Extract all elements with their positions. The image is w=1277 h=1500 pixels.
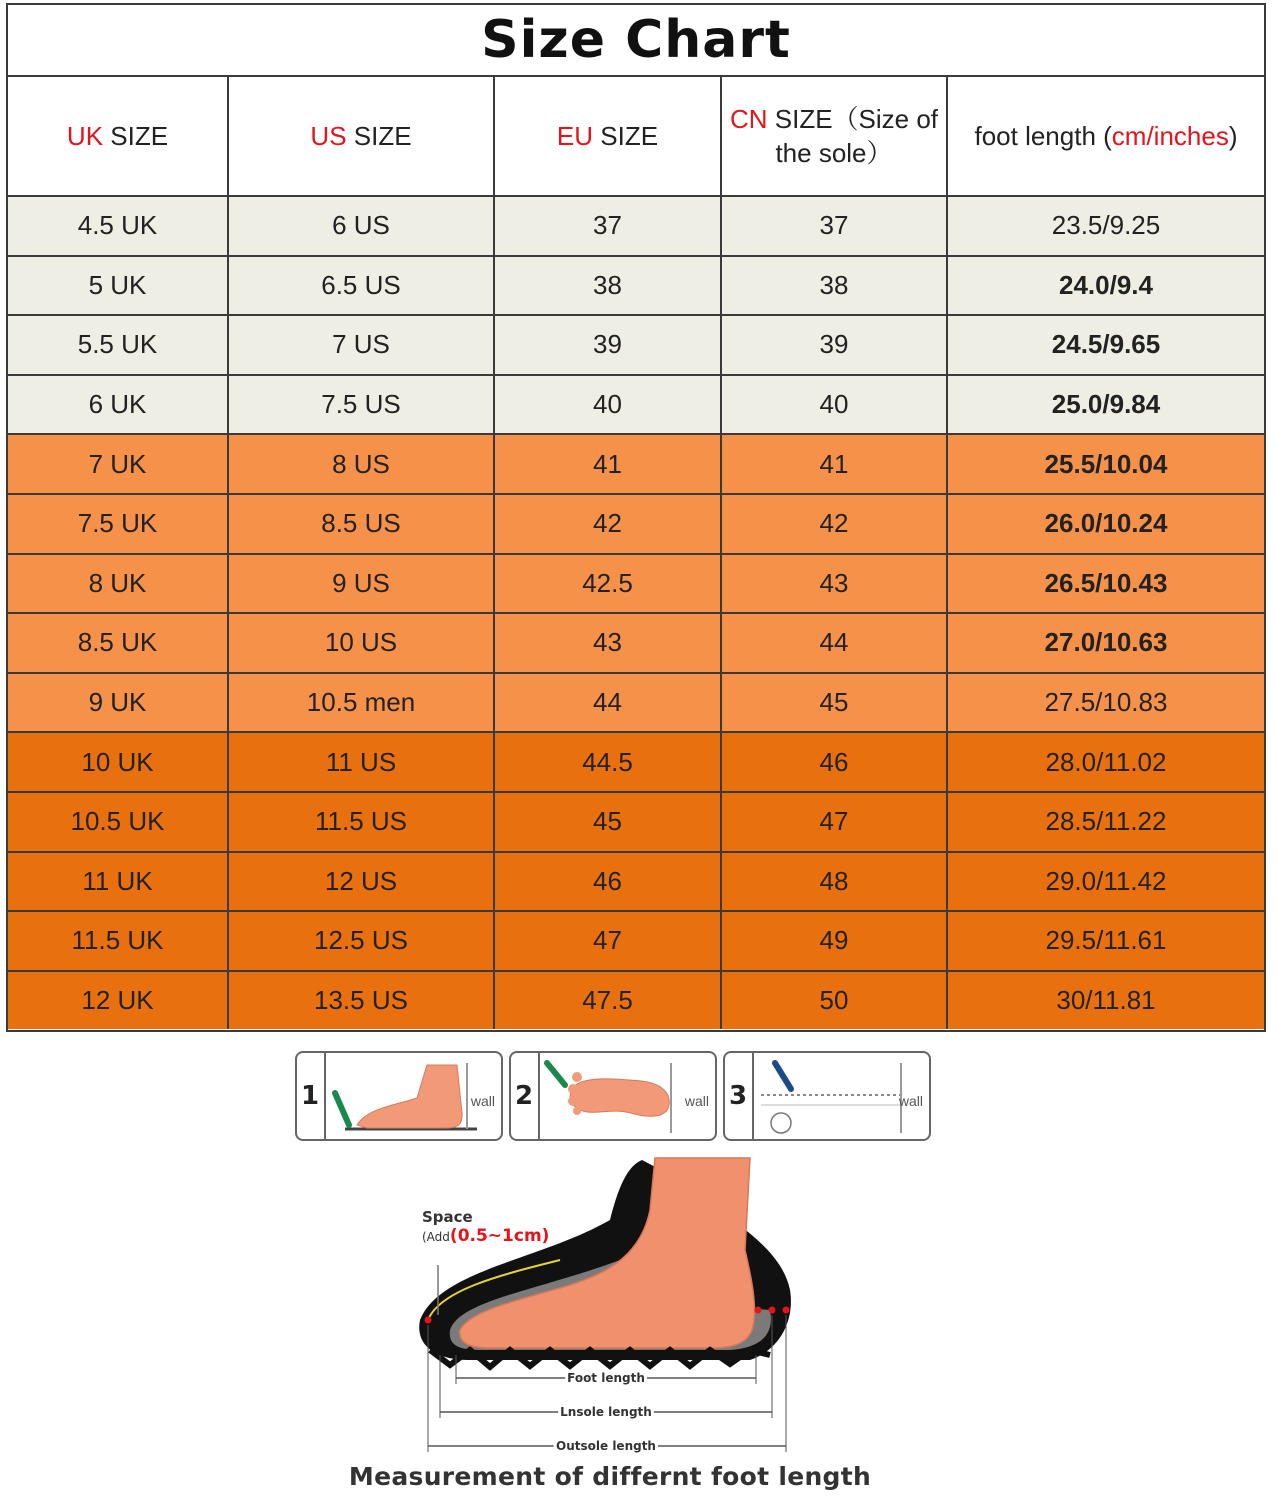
cell-eu: 44 — [494, 673, 721, 733]
step-number: 3 — [729, 1081, 748, 1111]
cell-foot: 27.5/10.83 — [947, 673, 1264, 733]
chart-title: Size Chart — [481, 10, 791, 70]
add-label: (Add(0.5~1cm) — [422, 1226, 550, 1246]
cell-cn: 45 — [721, 673, 947, 733]
cell-uk: 6 UK — [8, 375, 228, 435]
table-row — [8, 673, 1264, 733]
cell-eu: 42 — [494, 494, 721, 554]
cell-uk: 8.5 UK — [8, 613, 228, 673]
cell-uk: 4.5 UK — [8, 196, 228, 256]
cell-uk: 11 UK — [8, 852, 228, 912]
cell-foot: 26.5/10.43 — [947, 554, 1264, 614]
cell-cn: 43 — [721, 554, 947, 614]
table-row — [8, 554, 1264, 614]
cell-eu: 47.5 — [494, 971, 721, 1030]
cell-us: 12.5 US — [228, 911, 494, 971]
table-row — [8, 434, 1264, 494]
cell-us: 13.5 US — [228, 971, 494, 1030]
cell-eu: 41 — [494, 434, 721, 494]
header-uk-size: UK SIZE — [8, 77, 228, 196]
cell-us: 7.5 US — [228, 375, 494, 435]
insole-length-label: Lnsole length — [560, 1405, 652, 1419]
wall-label: wall — [898, 1093, 923, 1109]
cell-eu: 46 — [494, 852, 721, 912]
cell-cn: 38 — [721, 256, 947, 316]
cell-cn: 49 — [721, 911, 947, 971]
cell-cn: 40 — [721, 375, 947, 435]
cell-us: 8 US — [228, 434, 494, 494]
cell-us: 10.5 men — [228, 673, 494, 733]
cell-cn: 47 — [721, 792, 947, 852]
space-label: Space — [422, 1208, 473, 1226]
wall-label: wall — [684, 1093, 709, 1109]
cell-foot: 25.5/10.04 — [947, 434, 1264, 494]
foot-length-label: Foot length — [567, 1371, 645, 1385]
table-row — [8, 911, 1264, 971]
cell-foot: 26.0/10.24 — [947, 494, 1264, 554]
cell-us: 10 US — [228, 613, 494, 673]
title-row — [8, 5, 1264, 77]
step-3-panel — [723, 1051, 931, 1141]
step-1-panel — [295, 1051, 503, 1141]
cell-uk: 9 UK — [8, 673, 228, 733]
cell-uk: 10 UK — [8, 732, 228, 792]
measurement-caption: Measurement of differnt foot length — [348, 1462, 872, 1491]
cell-us: 12 US — [228, 852, 494, 912]
cell-uk: 8 UK — [8, 554, 228, 614]
cell-eu: 39 — [494, 315, 721, 375]
step-2-panel — [509, 1051, 717, 1141]
cell-us: 9 US — [228, 554, 494, 614]
table-row — [8, 792, 1264, 852]
cell-us: 11 US — [228, 732, 494, 792]
header-row — [8, 77, 1264, 196]
cell-eu: 42.5 — [494, 554, 721, 614]
header-us-size: US SIZE — [228, 77, 494, 196]
cell-eu: 45 — [494, 792, 721, 852]
cell-us: 6 US — [228, 196, 494, 256]
cell-us: 8.5 US — [228, 494, 494, 554]
header-foot-length: foot length (cm/inches) — [947, 77, 1264, 196]
cell-us: 11.5 US — [228, 792, 494, 852]
cell-uk: 12 UK — [8, 971, 228, 1030]
table-row — [8, 613, 1264, 673]
cell-eu: 43 — [494, 613, 721, 673]
cell-uk: 5.5 UK — [8, 315, 228, 375]
cell-foot: 30/11.81 — [947, 971, 1264, 1030]
cell-cn: 50 — [721, 971, 947, 1030]
cell-foot: 27.0/10.63 — [947, 613, 1264, 673]
cell-uk: 11.5 UK — [8, 911, 228, 971]
step-number: 1 — [301, 1081, 320, 1111]
size-chart — [6, 3, 1266, 1032]
table-row — [8, 971, 1264, 1030]
cell-foot: 24.0/9.4 — [947, 256, 1264, 316]
cell-us: 6.5 US — [228, 256, 494, 316]
measurement-steps — [295, 1051, 935, 1145]
cell-foot: 23.5/9.25 — [947, 196, 1264, 256]
table-row — [8, 375, 1264, 435]
cell-cn: 48 — [721, 852, 947, 912]
size-table — [8, 77, 1264, 1029]
cell-uk: 5 UK — [8, 256, 228, 316]
cell-eu: 37 — [494, 196, 721, 256]
outsole-length-label: Outsole length — [556, 1439, 656, 1453]
header-cn-size: CN SIZE（Size of the sole） — [721, 77, 947, 196]
cell-cn: 39 — [721, 315, 947, 375]
header-eu-size: EU SIZE — [494, 77, 721, 196]
cell-cn: 46 — [721, 732, 947, 792]
table-row — [8, 196, 1264, 256]
cell-eu: 40 — [494, 375, 721, 435]
cell-foot: 25.0/9.84 — [947, 375, 1264, 435]
cell-cn: 41 — [721, 434, 947, 494]
table-row — [8, 852, 1264, 912]
cell-eu: 47 — [494, 911, 721, 971]
cell-foot: 29.0/11.42 — [947, 852, 1264, 912]
cell-uk: 7 UK — [8, 434, 228, 494]
cell-uk: 10.5 UK — [8, 792, 228, 852]
table-row — [8, 732, 1264, 792]
table-row — [8, 256, 1264, 316]
cell-eu: 38 — [494, 256, 721, 316]
cell-uk: 7.5 UK — [8, 494, 228, 554]
foot-in-shoe-diagram — [380, 1150, 840, 1460]
cell-cn: 44 — [721, 613, 947, 673]
cell-cn: 42 — [721, 494, 947, 554]
cell-eu: 44.5 — [494, 732, 721, 792]
cell-cn: 37 — [721, 196, 947, 256]
cell-foot: 28.5/11.22 — [947, 792, 1264, 852]
cell-foot: 24.5/9.65 — [947, 315, 1264, 375]
cell-foot: 29.5/11.61 — [947, 911, 1264, 971]
cell-us: 7 US — [228, 315, 494, 375]
table-row — [8, 494, 1264, 554]
cell-foot: 28.0/11.02 — [947, 732, 1264, 792]
table-row — [8, 315, 1264, 375]
wall-label: wall — [470, 1093, 495, 1109]
step-number: 2 — [515, 1081, 534, 1111]
